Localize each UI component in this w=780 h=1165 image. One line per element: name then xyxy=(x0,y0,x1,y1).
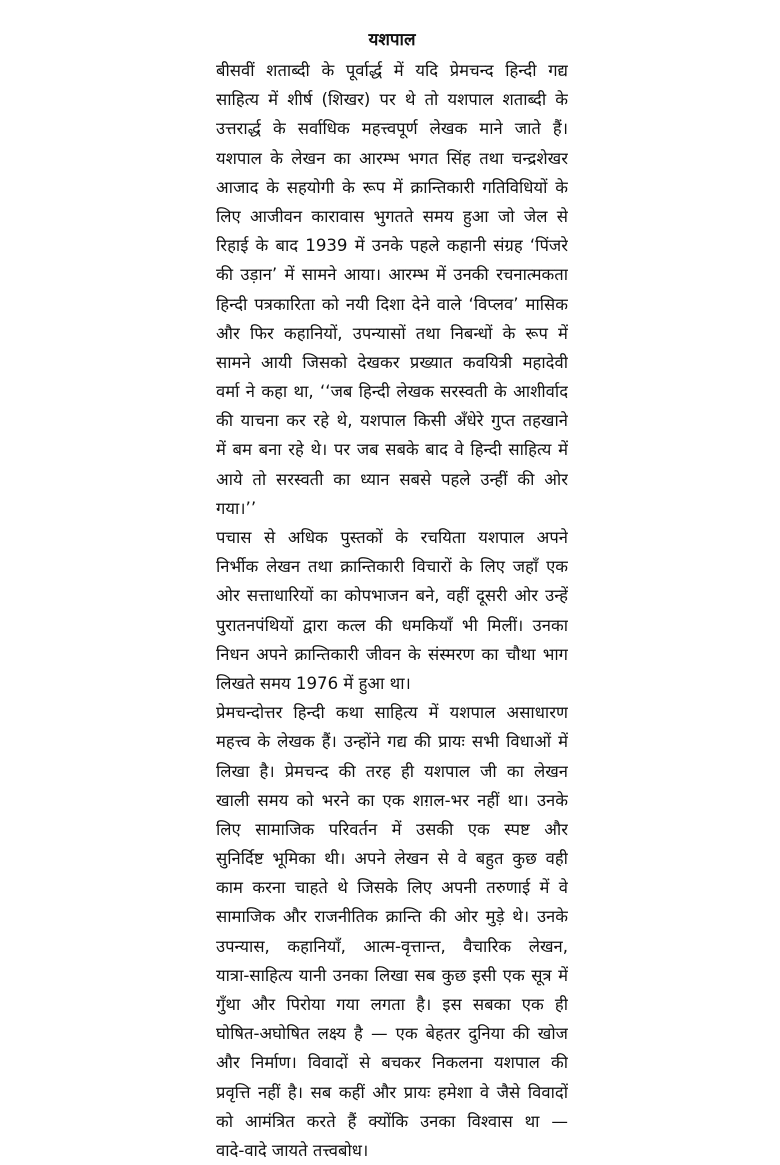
text-line: लिए आजीवन कारावास भुगतते समय हुआ जो जेल से xyxy=(216,206,568,226)
text-line: वादे-वादे जायते तत्त्वबोध। xyxy=(216,1140,369,1160)
text-line: पचास से अधिक पुस्तकों के रचयिता यशपाल अपने xyxy=(216,528,568,547)
text-line: गया।’’ xyxy=(216,498,257,518)
text-line: साहित्य में शीर्ष (शिखर) पर थे तो यशपाल शताब्दी के xyxy=(216,90,568,110)
text-line: आये तो सरस्वती का ध्यान सबसे पहले उन्हीं की ओर xyxy=(216,469,568,489)
text-line: सामाजिक और राजनीतिक क्रान्ति की ओर मुड़े थे। उनके xyxy=(216,907,568,927)
text-line: और निर्माण। विवादों से बचकर निकलना यशपाल की xyxy=(216,1053,568,1073)
text-line: निर्भीक लेखन तथा क्रान्तिकारी विचारों के लिए जहाँ एक xyxy=(216,557,568,577)
paragraph-2 xyxy=(216,523,568,698)
text-line: हिन्दी पत्रकारिता को नयी दिशा देने वाले ‘विप्लव’ मासिक xyxy=(216,294,568,314)
text-line: प्रवृत्ति नहीं है। सब कहीं और प्रायः हमेशा वे जैसे विवादों xyxy=(216,1082,568,1102)
document-page xyxy=(216,26,568,1165)
paragraph-3 xyxy=(216,698,568,1165)
text-line: उपन्यास, कहानियाँ, आत्म-वृत्तान्त, वैचारिक लेखन, xyxy=(216,936,568,956)
text-line: और फिर कहानियों, उपन्यासों तथा निबन्धों के रूप में xyxy=(216,323,568,343)
document-title: यशपाल xyxy=(368,30,416,50)
text-line: प्रेमचन्दोत्तर हिन्दी कथा साहित्य में यशपाल असाधारण xyxy=(216,703,568,723)
text-line: लिए सामाजिक परिवर्तन में उसकी एक स्पष्ट और xyxy=(216,819,568,839)
text-line: की उड़ान’ में सामने आया। आरम्भ में उनकी रचनात्मकता xyxy=(216,265,568,285)
text-line: सामने आयी जिसको देखकर प्रख्यात कवयित्री महादेवी xyxy=(216,352,568,372)
text-line: सुनिर्दिष्ट भूमिका थी। अपने लेखन से वे बहुत कुछ वही xyxy=(216,849,568,869)
text-line: लिखते समय 1976 में हुआ था। xyxy=(216,673,411,693)
text-line: लिखा है। प्रेमचन्द की तरह ही यशपाल जी का लेखन xyxy=(216,761,568,781)
text-line: काम करना चाहते थे जिसके लिए अपनी तरुणाई में वे xyxy=(216,878,568,898)
text-line: बीसवीं शताब्दी के पूर्वार्द्ध में यदि प्रेमचन्द हिन्दी गद्य xyxy=(216,61,568,80)
document-body xyxy=(216,56,568,1165)
text-line: आजाद के सहयोगी के रूप में क्रान्तिकारी गतिविधियों के xyxy=(216,177,568,197)
text-line: उत्तरार्द्ध के सर्वाधिक महत्त्वपूर्ण लेखक माने जाते हैं। xyxy=(216,119,568,139)
paragraph-1 xyxy=(216,56,568,523)
text-line: में बम बना रहे थे। पर जब सबके बाद वे हिन्दी साहित्य में xyxy=(216,440,568,460)
text-line: रिहाई के बाद 1939 में उनके पहले कहानी संग्रह ‘पिंजरे xyxy=(216,236,568,256)
text-line: वर्मा ने कहा था, ‘‘जब हिन्दी लेखक सरस्वती के आशीर्वाद xyxy=(216,382,568,402)
text-line: महत्त्व के लेखक हैं। उन्होंने गद्य की प्रायः सभी विधाओं में xyxy=(216,732,568,752)
text-line: की याचना कर रहे थे, यशपाल किसी अँधेरे गुप्त तहखाने xyxy=(216,411,568,431)
text-line: पुरातनपंथियों द्वारा कत्ल की धमकियाँ भी मिलीं। उनका xyxy=(216,615,568,635)
text-line: खाली समय को भरने का एक शग़ल-भर नहीं था। उनके xyxy=(216,790,568,810)
text-line: को आमंत्रित करते हैं क्योंकि उनका विश्वास था — xyxy=(216,1111,568,1131)
text-line: यात्रा-साहित्य यानी उनका लिखा सब कुछ इसी एक सूत्र में xyxy=(216,965,568,985)
text-line: घोषित-अघोषित लक्ष्य है — एक बेहतर दुनिया की खोज xyxy=(216,1024,568,1044)
text-line: ओर सत्ताधारियों का कोपभाजन बने, वहीं दूसरी ओर उन्हें xyxy=(216,586,568,606)
text-line: निधन अपने क्रान्तिकारी जीवन के संस्मरण का चौथा भाग xyxy=(216,644,568,664)
text-line: गुँथा और पिरोया गया लगता है। इस सबका एक ही xyxy=(216,995,568,1014)
text-line: यशपाल के लेखन का आरम्भ भगत सिंह तथा चन्द्रशेखर xyxy=(216,148,568,168)
